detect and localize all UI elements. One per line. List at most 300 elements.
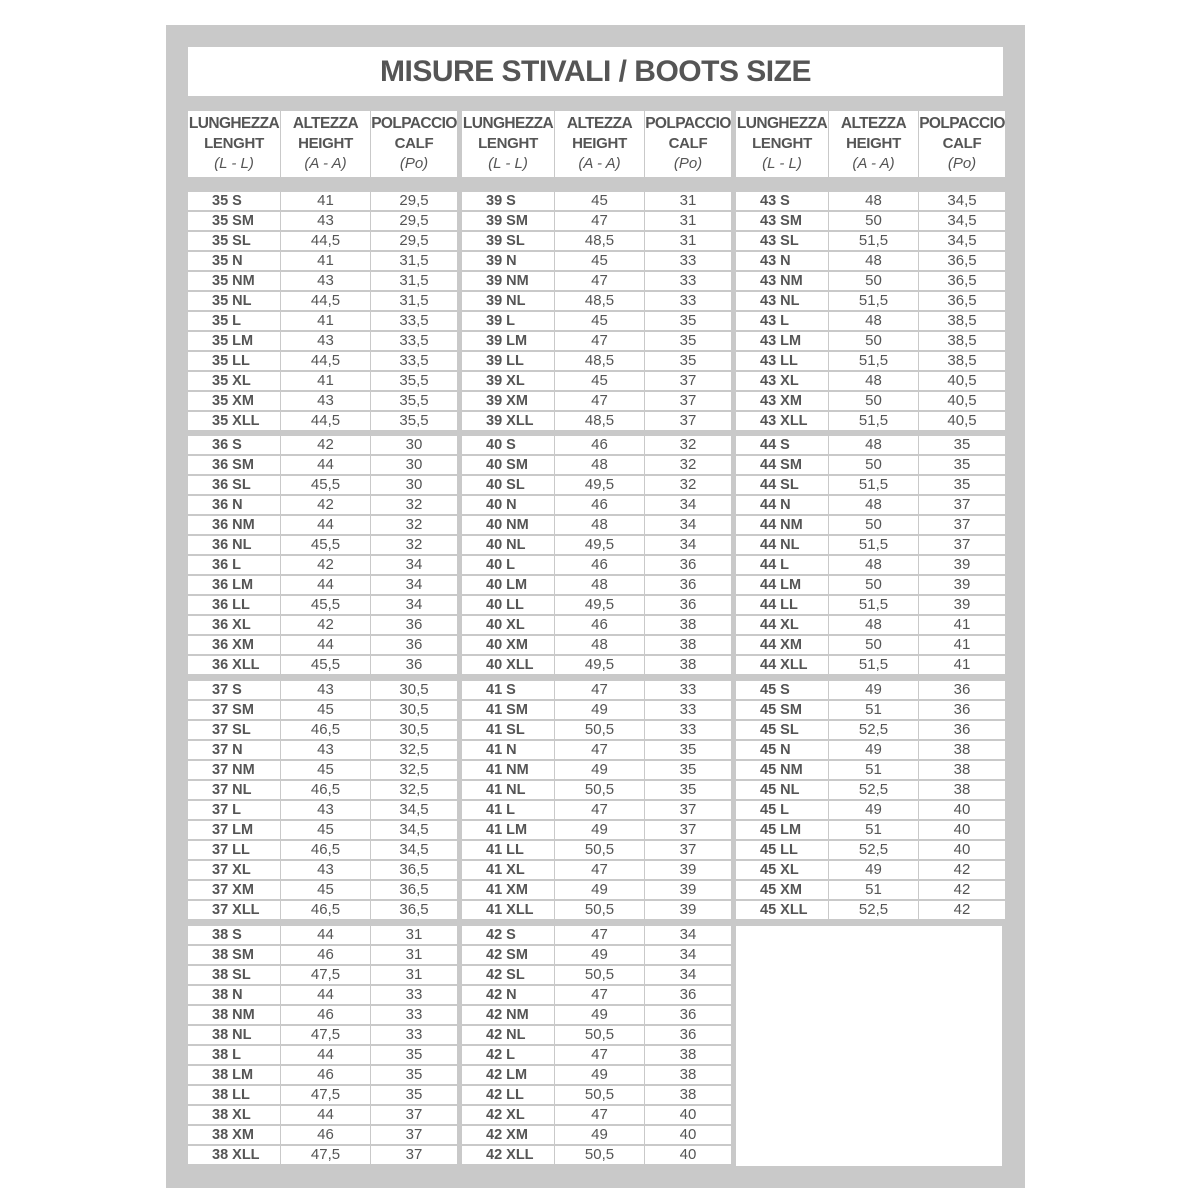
cell-calf: 37	[371, 1126, 457, 1144]
cell-size: 40 NM	[462, 516, 554, 534]
cell-size: 44 SM	[736, 456, 828, 474]
cell-alt: 48	[555, 576, 644, 594]
cell-alt: 44	[281, 516, 370, 534]
cell-alt: 47	[555, 926, 644, 944]
cell-calf: 36,5	[919, 272, 1005, 290]
cell-calf: 40	[919, 841, 1005, 859]
cell-calf: 37	[645, 372, 731, 390]
header-line: CALF	[394, 135, 434, 152]
cell-size: 44 S	[736, 436, 828, 454]
cell-calf: 34,5	[371, 801, 457, 819]
cell-calf: 40,5	[919, 412, 1005, 430]
cell-calf: 36,5	[371, 861, 457, 879]
header-line: LENGHT	[204, 135, 264, 152]
cell-size: 40 N	[462, 496, 554, 514]
cell-size: 35 LL	[188, 352, 280, 370]
cell-calf: 33	[645, 252, 731, 270]
cell-calf: 36	[371, 636, 457, 654]
cell-size: 43 S	[736, 192, 828, 210]
cell-alt: 49	[555, 881, 644, 899]
cell-alt: 49	[555, 1006, 644, 1024]
cell-alt: 46	[281, 1006, 370, 1024]
column-header-length	[462, 111, 554, 177]
cell-size: 44 N	[736, 496, 828, 514]
cell-alt: 51,5	[829, 536, 918, 554]
header-line: (A - A)	[852, 155, 895, 172]
cell-calf: 38	[645, 1046, 731, 1064]
cell-alt: 43	[281, 861, 370, 879]
cell-calf: 37	[919, 536, 1005, 554]
cell-calf: 33,5	[371, 352, 457, 370]
cell-size: 39 S	[462, 192, 554, 210]
header-line: CALF	[668, 135, 708, 152]
cell-alt: 50,5	[555, 841, 644, 859]
cell-calf: 32	[371, 516, 457, 534]
cell-size: 45 S	[736, 681, 828, 699]
cell-alt: 45	[281, 701, 370, 719]
cell-calf: 35	[645, 741, 731, 759]
cell-alt: 48	[829, 192, 918, 210]
cell-calf: 36	[371, 656, 457, 674]
cell-size: 36 SL	[188, 476, 280, 494]
cell-alt: 46	[281, 1126, 370, 1144]
cell-size: 43 SM	[736, 212, 828, 230]
column-header-calf	[645, 111, 731, 177]
cell-size: 43 SL	[736, 232, 828, 250]
cell-alt: 46,5	[281, 721, 370, 739]
cell-calf: 41	[919, 616, 1005, 634]
cell-size: 44 L	[736, 556, 828, 574]
cell-alt: 50	[829, 636, 918, 654]
cell-size: 39 XL	[462, 372, 554, 390]
cell-alt: 42	[281, 496, 370, 514]
cell-size: 35 XM	[188, 392, 280, 410]
cell-alt: 42	[281, 556, 370, 574]
cell-alt: 44,5	[281, 412, 370, 430]
cell-size: 41 S	[462, 681, 554, 699]
cell-size: 41 XL	[462, 861, 554, 879]
cell-alt: 48	[555, 516, 644, 534]
cell-alt: 48	[829, 372, 918, 390]
cell-alt: 44,5	[281, 292, 370, 310]
cell-alt: 43	[281, 272, 370, 290]
cell-size: 40 SM	[462, 456, 554, 474]
cell-calf: 32,5	[371, 741, 457, 759]
cell-alt: 48	[555, 636, 644, 654]
header-line: POLPACCIO	[919, 115, 1005, 132]
cell-alt: 47	[555, 332, 644, 350]
cell-size: 37 XM	[188, 881, 280, 899]
cell-size: 45 L	[736, 801, 828, 819]
cell-size: 38 NL	[188, 1026, 280, 1044]
cell-size: 45 NL	[736, 781, 828, 799]
cell-size: 37 LM	[188, 821, 280, 839]
cell-alt: 48,5	[555, 352, 644, 370]
cell-size: 41 N	[462, 741, 554, 759]
cell-alt: 43	[281, 681, 370, 699]
cell-size: 40 XLL	[462, 656, 554, 674]
cell-calf: 34	[645, 536, 731, 554]
cell-alt: 51,5	[829, 656, 918, 674]
cell-size: 41 L	[462, 801, 554, 819]
cell-calf: 42	[919, 881, 1005, 899]
cell-size: 44 NL	[736, 536, 828, 554]
cell-alt: 44	[281, 1106, 370, 1124]
cell-alt: 45	[555, 192, 644, 210]
cell-alt: 46	[555, 616, 644, 634]
cell-calf: 38	[645, 656, 731, 674]
cell-alt: 41	[281, 312, 370, 330]
cell-size: 37 S	[188, 681, 280, 699]
cell-calf: 35	[645, 781, 731, 799]
cell-alt: 43	[281, 392, 370, 410]
cell-calf: 37	[645, 392, 731, 410]
cell-calf: 40	[645, 1146, 731, 1164]
cell-size: 45 SL	[736, 721, 828, 739]
cell-size: 39 XM	[462, 392, 554, 410]
cell-size: 43 NL	[736, 292, 828, 310]
cell-calf: 38	[645, 1066, 731, 1084]
cell-alt: 51,5	[829, 596, 918, 614]
cell-calf: 35	[371, 1086, 457, 1104]
cell-calf: 35	[919, 436, 1005, 454]
column-header-length	[736, 111, 828, 177]
cell-calf: 36	[371, 616, 457, 634]
header-line: HEIGHT	[846, 135, 901, 152]
cell-size: 40 XM	[462, 636, 554, 654]
cell-calf: 34	[371, 576, 457, 594]
header-line: (Po)	[399, 155, 429, 172]
header-line: (A - A)	[578, 155, 621, 172]
cell-calf: 31,5	[371, 252, 457, 270]
cell-calf: 35	[371, 1066, 457, 1084]
cell-alt: 50,5	[555, 1146, 644, 1164]
cell-calf: 37	[919, 516, 1005, 534]
cell-alt: 47	[555, 272, 644, 290]
cell-alt: 41	[281, 252, 370, 270]
cell-calf: 36	[919, 701, 1005, 719]
cell-calf: 30,5	[371, 701, 457, 719]
cell-alt: 47	[555, 392, 644, 410]
column-header-length	[188, 111, 280, 177]
cell-size: 40 LM	[462, 576, 554, 594]
cell-size: 37 SL	[188, 721, 280, 739]
cell-alt: 48	[829, 496, 918, 514]
header-line: HEIGHT	[572, 135, 627, 152]
cell-alt: 45,5	[281, 596, 370, 614]
cell-calf: 35	[371, 1046, 457, 1064]
cell-alt: 49	[555, 946, 644, 964]
empty-area	[736, 926, 1002, 1166]
cell-size: 36 XL	[188, 616, 280, 634]
cell-size: 44 LL	[736, 596, 828, 614]
cell-calf: 35	[645, 332, 731, 350]
cell-size: 37 N	[188, 741, 280, 759]
cell-calf: 30	[371, 456, 457, 474]
cell-calf: 38,5	[919, 352, 1005, 370]
cell-alt: 45	[281, 761, 370, 779]
cell-alt: 50	[829, 516, 918, 534]
cell-size: 39 NM	[462, 272, 554, 290]
cell-alt: 47	[555, 741, 644, 759]
cell-alt: 47,5	[281, 1086, 370, 1104]
cell-alt: 44	[281, 1046, 370, 1064]
cell-alt: 51,5	[829, 352, 918, 370]
cell-calf: 34	[645, 966, 731, 984]
cell-size: 35 L	[188, 312, 280, 330]
header-line: (Po)	[947, 155, 977, 172]
cell-size: 41 XM	[462, 881, 554, 899]
cell-size: 36 S	[188, 436, 280, 454]
cell-size: 44 LM	[736, 576, 828, 594]
cell-calf: 37	[371, 1106, 457, 1124]
cell-alt: 52,5	[829, 901, 918, 919]
cell-calf: 39	[645, 881, 731, 899]
cell-calf: 39	[919, 556, 1005, 574]
cell-size: 35 SM	[188, 212, 280, 230]
cell-size: 37 NL	[188, 781, 280, 799]
cell-calf: 38	[919, 761, 1005, 779]
cell-calf: 33,5	[371, 332, 457, 350]
cell-size: 45 XM	[736, 881, 828, 899]
cell-alt: 45,5	[281, 476, 370, 494]
cell-alt: 44	[281, 456, 370, 474]
cell-calf: 37	[645, 412, 731, 430]
header-line: (L - L)	[762, 155, 802, 172]
cell-size: 35 N	[188, 252, 280, 270]
header-line: (L - L)	[488, 155, 528, 172]
cell-calf: 34	[645, 496, 731, 514]
cell-calf: 36	[645, 986, 731, 1004]
cell-alt: 48	[829, 616, 918, 634]
cell-calf: 41	[919, 656, 1005, 674]
cell-calf: 36,5	[371, 901, 457, 919]
cell-calf: 31	[371, 966, 457, 984]
cell-size: 41 NL	[462, 781, 554, 799]
cell-size: 42 NL	[462, 1026, 554, 1044]
cell-alt: 41	[281, 192, 370, 210]
cell-size: 38 LL	[188, 1086, 280, 1104]
cell-calf: 31	[645, 212, 731, 230]
cell-alt: 43	[281, 332, 370, 350]
header-line: LENGHT	[752, 135, 812, 152]
cell-alt: 44	[281, 926, 370, 944]
cell-alt: 48	[829, 436, 918, 454]
cell-size: 45 XLL	[736, 901, 828, 919]
cell-calf: 37	[645, 801, 731, 819]
cell-size: 37 NM	[188, 761, 280, 779]
cell-size: 42 LL	[462, 1086, 554, 1104]
cell-size: 43 XM	[736, 392, 828, 410]
cell-size: 42 LM	[462, 1066, 554, 1084]
cell-size: 42 XLL	[462, 1146, 554, 1164]
cell-alt: 49	[829, 861, 918, 879]
cell-calf: 35	[645, 761, 731, 779]
cell-alt: 47	[555, 212, 644, 230]
cell-calf: 33	[645, 681, 731, 699]
cell-size: 35 XLL	[188, 412, 280, 430]
cell-size: 44 XL	[736, 616, 828, 634]
cell-calf: 35	[645, 352, 731, 370]
cell-size: 38 S	[188, 926, 280, 944]
cell-calf: 35,5	[371, 372, 457, 390]
cell-calf: 35	[645, 312, 731, 330]
cell-calf: 33	[371, 986, 457, 1004]
cell-size: 44 SL	[736, 476, 828, 494]
cell-alt: 43	[281, 801, 370, 819]
header-line: (A - A)	[304, 155, 347, 172]
cell-calf: 36,5	[919, 292, 1005, 310]
cell-calf: 39	[919, 576, 1005, 594]
cell-size: 45 LL	[736, 841, 828, 859]
cell-alt: 47	[555, 1046, 644, 1064]
cell-alt: 49	[555, 761, 644, 779]
header-line: HEIGHT	[298, 135, 353, 152]
column-header-calf	[371, 111, 457, 177]
cell-calf: 32	[645, 436, 731, 454]
column-header-calf	[919, 111, 1005, 177]
cell-size: 45 XL	[736, 861, 828, 879]
header-line: ALTEZZA	[292, 115, 359, 132]
cell-alt: 41	[281, 372, 370, 390]
header-line: ALTEZZA	[840, 115, 907, 132]
cell-calf: 36,5	[919, 252, 1005, 270]
cell-alt: 46	[555, 496, 644, 514]
cell-alt: 47,5	[281, 1146, 370, 1164]
cell-size: 36 SM	[188, 456, 280, 474]
cell-calf: 33	[371, 1026, 457, 1044]
cell-alt: 44	[281, 576, 370, 594]
cell-calf: 34	[645, 926, 731, 944]
cell-calf: 36	[645, 576, 731, 594]
cell-size: 39 LM	[462, 332, 554, 350]
cell-size: 38 XL	[188, 1106, 280, 1124]
size-chart-frame	[166, 25, 1025, 1188]
cell-calf: 38	[919, 781, 1005, 799]
header-line: POLPACCIO	[645, 115, 731, 132]
cell-alt: 48	[829, 556, 918, 574]
cell-size: 40 L	[462, 556, 554, 574]
cell-size: 42 SL	[462, 966, 554, 984]
cell-alt: 46,5	[281, 781, 370, 799]
cell-calf: 30	[371, 436, 457, 454]
cell-calf: 34,5	[371, 841, 457, 859]
cell-alt: 52,5	[829, 721, 918, 739]
cell-alt: 47	[555, 986, 644, 1004]
cell-calf: 35	[919, 456, 1005, 474]
cell-alt: 47	[555, 681, 644, 699]
cell-calf: 33	[371, 1006, 457, 1024]
cell-size: 38 NM	[188, 1006, 280, 1024]
cell-alt: 45,5	[281, 536, 370, 554]
cell-calf: 42	[919, 861, 1005, 879]
cell-calf: 35	[919, 476, 1005, 494]
cell-size: 38 XLL	[188, 1146, 280, 1164]
cell-alt: 48	[555, 456, 644, 474]
cell-size: 42 XM	[462, 1126, 554, 1144]
cell-size: 36 NL	[188, 536, 280, 554]
cell-size: 39 SM	[462, 212, 554, 230]
cell-calf: 31	[371, 926, 457, 944]
cell-alt: 44,5	[281, 232, 370, 250]
cell-size: 38 SL	[188, 966, 280, 984]
cell-alt: 46	[555, 436, 644, 454]
cell-alt: 51	[829, 761, 918, 779]
cell-size: 36 N	[188, 496, 280, 514]
cell-alt: 50	[829, 576, 918, 594]
cell-alt: 50,5	[555, 1026, 644, 1044]
cell-size: 40 LL	[462, 596, 554, 614]
cell-size: 45 N	[736, 741, 828, 759]
cell-calf: 34,5	[371, 821, 457, 839]
cell-calf: 30,5	[371, 681, 457, 699]
cell-alt: 50	[829, 456, 918, 474]
cell-alt: 51,5	[829, 412, 918, 430]
cell-calf: 38	[919, 741, 1005, 759]
cell-size: 40 S	[462, 436, 554, 454]
cell-alt: 50	[829, 392, 918, 410]
cell-size: 37 SM	[188, 701, 280, 719]
cell-size: 38 XM	[188, 1126, 280, 1144]
cell-size: 44 NM	[736, 516, 828, 534]
cell-alt: 43	[281, 212, 370, 230]
cell-size: 37 L	[188, 801, 280, 819]
cell-size: 45 SM	[736, 701, 828, 719]
cell-size: 36 LL	[188, 596, 280, 614]
cell-alt: 50	[829, 272, 918, 290]
header-line: POLPACCIO	[371, 115, 457, 132]
cell-calf: 40	[645, 1126, 731, 1144]
cell-size: 42 NM	[462, 1006, 554, 1024]
cell-alt: 51,5	[829, 292, 918, 310]
cell-alt: 50	[829, 332, 918, 350]
column-header-height	[281, 111, 370, 177]
cell-calf: 35,5	[371, 412, 457, 430]
cell-size: 44 XLL	[736, 656, 828, 674]
cell-alt: 42	[281, 616, 370, 634]
header-line: LUNGHEZZA	[736, 115, 828, 132]
cell-alt: 50,5	[555, 721, 644, 739]
cell-size: 38 N	[188, 986, 280, 1004]
cell-alt: 51,5	[829, 476, 918, 494]
cell-calf: 38	[645, 636, 731, 654]
cell-alt: 51,5	[829, 232, 918, 250]
cell-alt: 44	[281, 636, 370, 654]
cell-calf: 31	[371, 946, 457, 964]
cell-alt: 49	[555, 1126, 644, 1144]
cell-alt: 51	[829, 821, 918, 839]
cell-size: 37 XLL	[188, 901, 280, 919]
cell-size: 36 XM	[188, 636, 280, 654]
cell-calf: 29,5	[371, 192, 457, 210]
cell-alt: 45,5	[281, 656, 370, 674]
cell-alt: 44,5	[281, 352, 370, 370]
cell-size: 45 LM	[736, 821, 828, 839]
cell-size: 37 LL	[188, 841, 280, 859]
cell-calf: 35,5	[371, 392, 457, 410]
cell-size: 39 XLL	[462, 412, 554, 430]
cell-calf: 36	[645, 596, 731, 614]
header-line: LENGHT	[478, 135, 538, 152]
cell-calf: 30,5	[371, 721, 457, 739]
cell-calf: 34	[645, 516, 731, 534]
cell-size: 42 S	[462, 926, 554, 944]
cell-calf: 34	[645, 946, 731, 964]
cell-calf: 32,5	[371, 761, 457, 779]
cell-calf: 32	[371, 496, 457, 514]
cell-alt: 45	[281, 821, 370, 839]
cell-alt: 45	[555, 372, 644, 390]
